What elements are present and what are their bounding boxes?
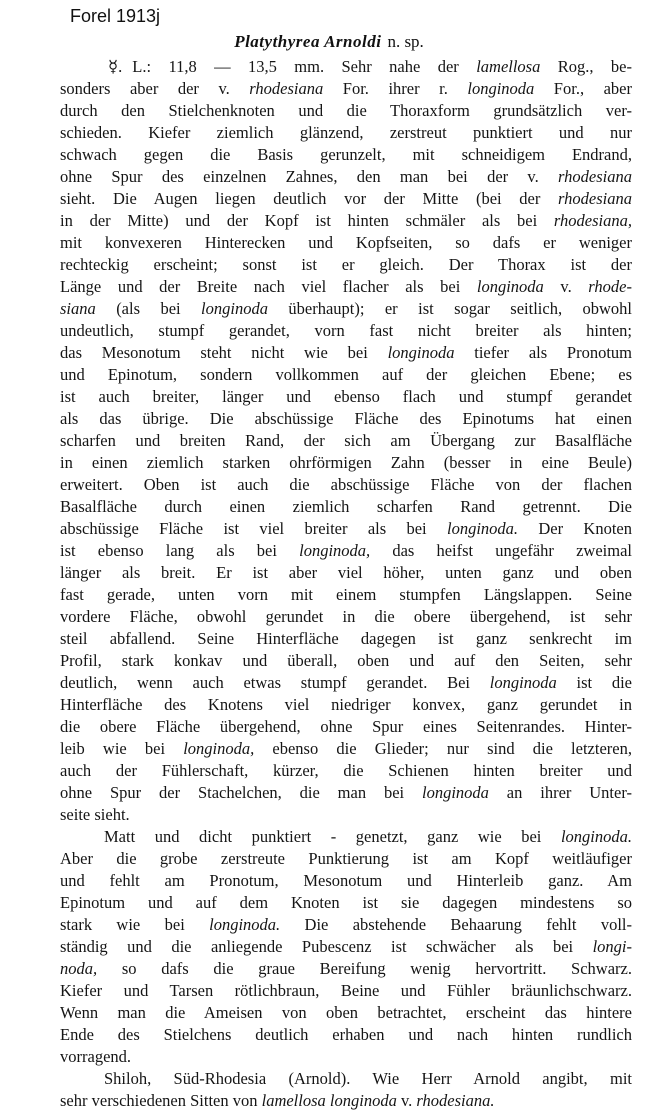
- text-line: [60, 474, 632, 496]
- text-line: [60, 78, 632, 100]
- italic-text: rhodesiana: [558, 189, 632, 208]
- italic-text: rhodesiana.: [416, 1091, 495, 1110]
- italic-text: longinoda,: [299, 541, 371, 560]
- text-run: For., aber: [534, 79, 632, 98]
- text-line: [60, 584, 632, 606]
- text-run: Ende des Stielchens deutlich erhaben und nach hinten rundlich: [60, 1025, 632, 1044]
- text-line: [60, 1046, 632, 1068]
- text-line: [60, 122, 632, 144]
- text-line: [60, 628, 632, 650]
- text-line: [60, 650, 632, 672]
- text-line: [60, 562, 632, 584]
- italic-text: siana: [60, 299, 96, 318]
- text-run: abschüssige Fläche ist viel breiter als bei: [60, 519, 447, 538]
- text-run: Shiloh, Süd-Rhodesia (Arnold). Wie Herr Arnold angibt, mit: [104, 1069, 632, 1088]
- text-run: Rog., be-: [540, 57, 632, 76]
- text-run: Der Knoten: [518, 519, 632, 538]
- text-line: [60, 518, 632, 540]
- text-line: [60, 56, 632, 78]
- text-run: ist ebenso lang als bei: [60, 541, 300, 560]
- italic-text: longinoda: [387, 343, 455, 362]
- text-line: [60, 826, 632, 848]
- italic-text: lamellosa: [476, 57, 541, 76]
- italic-text: longinoda: [201, 299, 268, 318]
- italic-text: longinoda,: [183, 739, 255, 758]
- text-run: Basalfläche durch einen ziemlich scharfen Rand getrennt. Die: [60, 497, 632, 516]
- italic-text: rhode-: [588, 277, 632, 296]
- text-run: überhaupt); er ist sogar seitlich, obwohl: [267, 299, 632, 318]
- text-line: [60, 100, 632, 122]
- text-line: [60, 1068, 632, 1090]
- text-line: [60, 672, 632, 694]
- text-run: rechteckig erscheint; sonst ist er gleich. Der Thorax ist der: [60, 255, 632, 274]
- text-run: L.: 11,8 — 13,5 mm. Sehr nahe der: [132, 57, 477, 76]
- text-run: ebenso die Glieder; nur sind die letzteren,: [254, 739, 632, 758]
- text-line: [60, 210, 632, 232]
- worker-caste-symbol: ☿.: [108, 57, 123, 76]
- text-run: seite sieht.: [60, 805, 130, 824]
- text-run: länger als breit. Er ist aber viel höher, unten ganz und oben: [60, 563, 632, 582]
- text-line: [60, 144, 632, 166]
- species-name: Platythyrea Arnoldi: [234, 32, 382, 51]
- text-run: undeutlich, stumpf gerandet, vorn fast nicht breiter als hinten;: [60, 321, 632, 340]
- species-heading: [0, 32, 658, 52]
- text-line: [60, 320, 632, 342]
- text-run: v.: [543, 277, 589, 296]
- text-line: [60, 408, 632, 430]
- text-run: For. ihrer r.: [323, 79, 468, 98]
- text-run: ist die: [556, 673, 633, 692]
- text-line: [60, 188, 632, 210]
- text-line: [60, 166, 632, 188]
- text-run: sonders aber der v.: [60, 79, 250, 98]
- italic-text: rhodesiana: [558, 167, 632, 186]
- text-run: vorragend.: [60, 1047, 132, 1066]
- text-line: [60, 606, 632, 628]
- italic-text: longinoda.: [446, 519, 519, 538]
- text-line: [60, 254, 632, 276]
- italic-text: rhodesiana: [249, 79, 324, 98]
- italic-text: longinoda: [476, 277, 544, 296]
- text-run: und fehlt am Pronotum, Mesonotum und Hinterleib ganz. Am: [60, 871, 632, 890]
- text-run: Profil, stark konkav und überall, oben und auf den Seiten, sehr: [60, 651, 632, 670]
- text-line: [60, 782, 632, 804]
- text-run: an ihrer Unter-: [488, 783, 632, 802]
- text-line: [60, 848, 632, 870]
- text-run: Matt und dicht punktiert - genetzt, ganz wie bei: [104, 827, 561, 846]
- text-run: v.: [396, 1091, 417, 1110]
- text-run: sehr verschiedenen Sitten von: [60, 1091, 262, 1110]
- text-line: [60, 364, 632, 386]
- text-run: Wenn man die Ameisen von oben betrachtet, erscheint das hintere: [60, 1003, 632, 1022]
- species-suffix: n. sp.: [387, 32, 424, 51]
- text-run: (als bei: [95, 299, 202, 318]
- italic-text: longinoda: [489, 673, 557, 692]
- text-run: ohne Spur der Stachelchen, die man bei: [60, 783, 422, 802]
- text-run: ständig und die anliegende Pubescenz ist schwächer als bei: [60, 937, 593, 956]
- text-run: Kiefer und Tarsen rötlichbraun, Beine und Fühler bräunlichschwarz.: [60, 981, 632, 1000]
- text-run: vordere Fläche, obwohl gerundet in die obere übergehend, ist sehr: [60, 607, 632, 626]
- text-run: ist auch breiter, länger und ebenso flach und stumpf gerandet: [60, 387, 632, 406]
- text-line: [60, 760, 632, 782]
- text-run: ohne Spur des einzelnen Zahnes, den man bei der v.: [60, 167, 559, 186]
- italic-text: noda,: [60, 959, 98, 978]
- text-run: als das übrige. Die abschüssige Fläche des Epinotums hat einen: [60, 409, 632, 428]
- italic-text: lamellosa longinoda: [261, 1091, 397, 1110]
- text-run: scharfen und breiten Rand, der sich am Übergang zur Basalfläche: [60, 431, 632, 450]
- text-line: [60, 892, 632, 914]
- text-line: [60, 1002, 632, 1024]
- text-line: [60, 1090, 632, 1112]
- text-run: in einen ziemlich starken ohrförmigen Zahn (besser in eine Beule): [60, 453, 632, 472]
- text-line: [60, 738, 632, 760]
- text-run: und Epinotum, sondern vollkommen auf der gleichen Ebene; es: [60, 365, 632, 384]
- text-line: [60, 430, 632, 452]
- text-run: die obere Fläche übergehend, ohne Spur eines Seitenrandes. Hinter-: [60, 717, 632, 736]
- text-run: Die abstehende Behaarung fehlt voll-: [280, 915, 632, 934]
- text-run: schieden. Kiefer ziemlich glänzend, zerstreut punktiert und nur: [60, 123, 632, 142]
- text-line: [60, 980, 632, 1002]
- text-line: [60, 232, 632, 254]
- text-line: [60, 540, 632, 562]
- text-run: sieht. Die Augen liegen deutlich vor der Mitte (bei der: [60, 189, 559, 208]
- description-body: [60, 56, 632, 1112]
- text-run: erweitert. Oben ist auch die abschüssige Fläche von der flachen: [60, 475, 632, 494]
- text-line: [60, 716, 632, 738]
- text-run: das heifst ungefähr zweimal: [370, 541, 632, 560]
- text-line: [60, 804, 632, 826]
- italic-text: rhodesiana,: [553, 211, 632, 230]
- text-run: Aber die grobe zerstreute Punktierung ist am Kopf weitläufiger: [60, 849, 632, 868]
- text-run: das Mesonotum steht nicht wie bei: [60, 343, 388, 362]
- text-line: [60, 298, 632, 320]
- text-line: [60, 870, 632, 892]
- italic-text: longinoda: [467, 79, 535, 98]
- text-line: [60, 958, 632, 980]
- text-run: mit konvexeren Hinterecken und Kopfseiten, so dafs er weniger: [60, 233, 632, 252]
- text-run: auch der Fühlerschaft, kürzer, die Schienen hinten breiter und: [60, 761, 632, 780]
- text-run: stark wie bei: [60, 915, 210, 934]
- text-run: Epinotum und auf dem Knoten ist sie dagegen mindestens so: [60, 893, 632, 912]
- italic-text: longi-: [592, 937, 632, 956]
- text-run: Hinterfläche des Knotens viel niedriger konvex, ganz gerundet in: [60, 695, 632, 714]
- text-run: steil abfallend. Seine Hinterfläche dagegen ist ganz senkrecht im: [60, 629, 632, 648]
- text-line: [60, 342, 632, 364]
- text-run: fast gerade, unten vorn mit einem stumpfen Längslappen. Seine: [60, 585, 632, 604]
- text-run: deutlich, wenn auch etwas stumpf gerandet. Bei: [60, 673, 490, 692]
- text-run: leib wie bei: [60, 739, 184, 758]
- italic-text: longinoda.: [209, 915, 281, 934]
- text-run: tiefer als Pronotum: [454, 343, 632, 362]
- italic-text: longinoda: [422, 783, 489, 802]
- text-run: schwach gegen die Basis gerunzelt, mit schneidigem Endrand,: [60, 145, 632, 164]
- text-line: [60, 452, 632, 474]
- text-line: [60, 1024, 632, 1046]
- text-line: [60, 276, 632, 298]
- italic-text: longinoda.: [560, 827, 632, 846]
- text-run: Länge und der Breite nach viel flacher als bei: [60, 277, 477, 296]
- text-line: [60, 496, 632, 518]
- text-run: durch den Stielchenknoten und die Thoraxform grundsätzlich ver-: [60, 101, 632, 120]
- text-line: [60, 914, 632, 936]
- text-line: [60, 936, 632, 958]
- citation-tag: Forel 1913j: [70, 6, 161, 26]
- text-line: [60, 386, 632, 408]
- text-run: in der Mitte) und der Kopf ist hinten schmäler als bei: [60, 211, 554, 230]
- text-line: [60, 694, 632, 716]
- text-run: so dafs die graue Bereifung wenig hervortritt. Schwarz.: [97, 959, 632, 978]
